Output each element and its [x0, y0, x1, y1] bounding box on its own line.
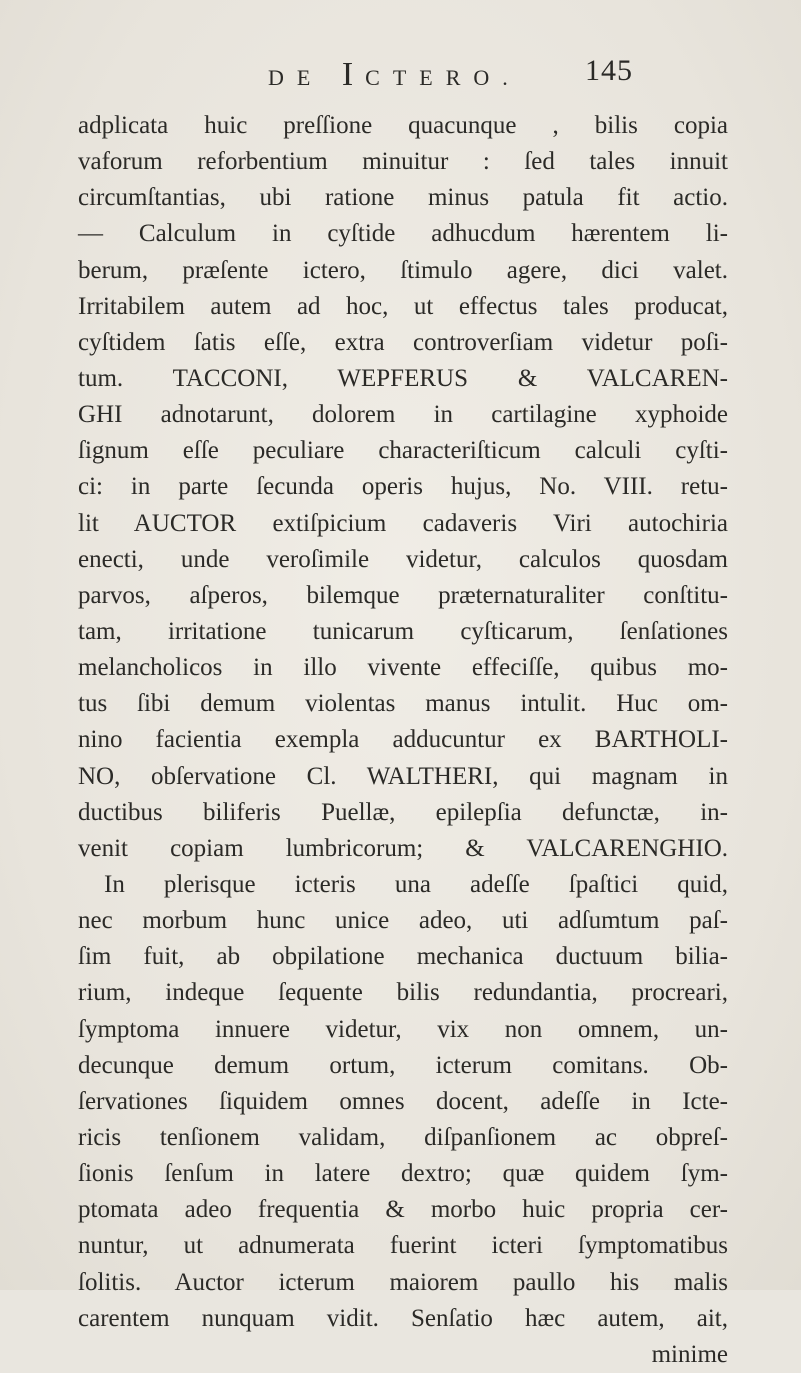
text-line-22: In plerisque icteris una adeſſe ſpaſtici quid, [104, 870, 728, 898]
text-line-24: ſim fuit, ab obpilatione mechanica ductuum bilia- [78, 943, 728, 971]
text-line-27: decunque demum ortum, icterum comitans. Ob- [78, 1051, 728, 1079]
text-line-13: enecti, unde veroſimile videtur, calculos quosdam [78, 545, 728, 573]
text-line-12: lit AUCTOR extiſpicium cadaveris Viri autochiria [78, 509, 728, 537]
catchword: minime [651, 1340, 728, 1368]
running-head-part-1: DE [268, 65, 342, 90]
text-line-8: tum. TACCONI, WEPFERUS & VALCAREN- [78, 364, 728, 392]
text-line-1: adplicata huic preſſione quacunque , bilis copia [78, 112, 728, 139]
text-line-6: Irritabilem autem ad hoc, ut effectus tales producat, [78, 292, 728, 320]
text-line-23: nec morbum hunc unice adeo, uti adſumtum paſ- [78, 907, 728, 935]
text-line-19: NO, obſervatione Cl. WALTHERI, qui magnam in [78, 762, 728, 790]
text-line-34: carentem nunquam vidit. Senſatio hæc autem, ait, [78, 1304, 728, 1332]
text-line-10: ſignum eſſe peculiare characteriſticum calculi cyſti- [78, 437, 728, 465]
text-line-9: GHI adnotarunt, dolorem in cartilagine xyphoide [78, 401, 728, 429]
page-number: 145 [585, 54, 633, 87]
running-head [268, 56, 521, 94]
text-line-11: ci: in parte ſecunda operis hujus, No. VIII. retu- [78, 473, 728, 501]
running-head-part-2: CTERO. [365, 65, 521, 90]
text-line-25: rium, indeque ſequente bilis redundantia, procreari, [78, 979, 728, 1007]
running-head-initial: I [341, 56, 366, 93]
text-line-20: ductibus biliferis Puellæ, epilepſia defunctæ, in- [78, 798, 728, 826]
text-line-29: ricis tenſionem validam, diſpanſionem ac obpreſ- [78, 1123, 728, 1151]
text-line-26: ſymptoma innuere videtur, vix non omnem, un- [78, 1015, 728, 1043]
page-header [0, 52, 801, 92]
text-line-18: nino facientia exempla adducuntur ex BARTHOLI- [78, 726, 728, 754]
text-line-15: tam, irritatione tunicarum cyſticarum, ſenſationes [78, 617, 728, 645]
text-line-14: parvos, aſperos, bilemque præternaturaliter conſtitu- [78, 581, 728, 609]
text-line-31: ptomata adeo frequentia & morbo huic propria cer- [78, 1196, 728, 1224]
body-text [78, 108, 728, 1373]
text-line-3: circumſtantias, ubi ratione minus patula fit actio. [78, 184, 728, 212]
text-line-2: vaforum reforbentium minuitur : ſed tales innuit [78, 148, 728, 176]
text-line-21: venit copiam lumbricorum; & VALCARENGHIO. [78, 834, 728, 862]
text-line-4: — Calculum in cyſtide adhucdum hærentem li- [78, 220, 728, 248]
text-line-16: melancholicos in illo vivente effeciſſe, quibus mo- [78, 654, 728, 682]
text-line-33: ſolitis. Auctor icterum maiorem paullo his malis [78, 1268, 728, 1296]
text-line-32: nuntur, ut adnumerata fuerint icteri ſymptomatibus [78, 1232, 728, 1260]
text-line-7: cyſtidem ſatis eſſe, extra controverſiam videtur poſi- [78, 328, 728, 356]
text-line-28: ſervationes ſiquidem omnes docent, adeſſe in Icte- [78, 1087, 728, 1115]
text-line-5: berum, præſente ictero, ſtimulo agere, dici valet. [78, 256, 728, 284]
text-line-17: tus ſibi demum violentas manus intulit. Huc om- [78, 690, 728, 718]
text-line-30: ſionis ſenſum in latere dextro; quæ quidem ſym- [78, 1160, 728, 1188]
